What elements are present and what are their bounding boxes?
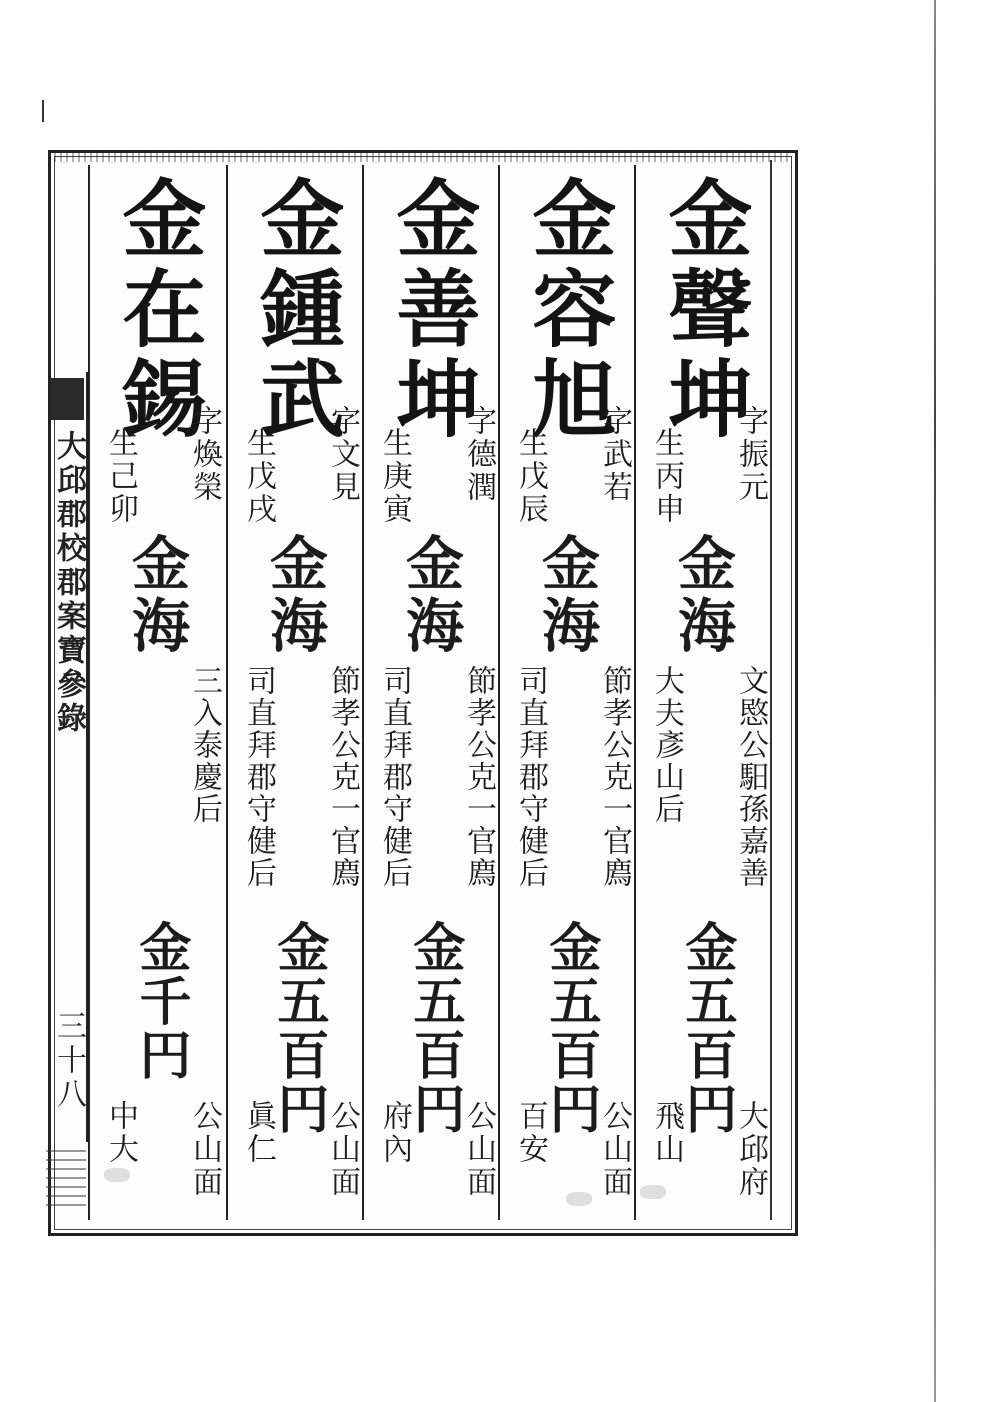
entry-contribution: 金千円 — [130, 920, 191, 1082]
entry-contribution: 金五百円 — [268, 920, 329, 1136]
entry-father-note-right: 三入泰慶后 — [187, 665, 222, 825]
entry-name: 金容旭 — [519, 175, 618, 445]
entry-residence-left: 中大 — [103, 1100, 138, 1166]
margin-mark — [42, 100, 44, 122]
entry-residence-right: 公山面 — [461, 1100, 496, 1199]
entry-father-note-right: 節孝公克一官廌 — [325, 665, 360, 889]
entry-residence-right: 大邱府 — [733, 1100, 768, 1199]
entry-residence-left: 飛山 — [649, 1100, 684, 1166]
entry-father-note-right: 節孝公克一官廌 — [461, 665, 496, 889]
entry-name: 金鍾武 — [247, 175, 346, 445]
entry-courtesy-name: 字德潤 — [461, 405, 496, 504]
entry-birth-year: 生庚寅 — [377, 427, 412, 526]
entry-father-note-right: 節孝公克一官廌 — [597, 665, 632, 889]
entry-residence-right: 公山面 — [325, 1100, 360, 1199]
entry-birth-year: 生丙申 — [649, 427, 684, 526]
entry-father-note-left: 司直拜郡守健后 — [241, 665, 276, 889]
entry-column-2 — [498, 165, 636, 1220]
gutter-bottom-marks — [46, 1146, 86, 1206]
entry-column-3 — [362, 165, 500, 1220]
entry-name: 金在錫 — [109, 175, 208, 445]
entry-residence-left: 眞仁 — [241, 1100, 276, 1166]
ink-smudge — [640, 1185, 666, 1199]
entry-courtesy-name: 字煥榮 — [187, 405, 222, 504]
ink-smudge — [566, 1192, 592, 1206]
frame-top-border — [48, 150, 792, 162]
entry-contribution: 金五百円 — [404, 920, 465, 1136]
entry-residence-right: 公山面 — [597, 1100, 632, 1199]
entry-father-clan: 金海 — [532, 533, 600, 657]
entry-name: 金善坤 — [383, 175, 482, 445]
entry-residence-right: 公山面 — [187, 1100, 222, 1199]
entry-father-clan: 金海 — [260, 533, 328, 657]
entry-birth-year: 生戊辰 — [513, 427, 548, 526]
entry-courtesy-name: 字武若 — [597, 405, 632, 504]
entry-contribution: 金五百円 — [676, 920, 737, 1136]
entry-birth-year: 生戊戌 — [241, 427, 276, 526]
ink-smudge — [104, 1168, 130, 1182]
entry-name: 金聲坤 — [655, 175, 754, 445]
entry-birth-year: 生己卯 — [103, 427, 138, 526]
entry-residence-left: 百安 — [513, 1100, 548, 1166]
entry-contribution: 金五百円 — [540, 920, 601, 1136]
gutter-fish-tail-mark — [50, 378, 84, 420]
entry-courtesy-name: 字文見 — [325, 405, 360, 504]
gutter-book-title: 大邱郡校郡案寶參錄 — [51, 430, 86, 736]
entry-father-note-left: 司直拜郡守健后 — [377, 665, 412, 889]
entry-column-5 — [88, 165, 226, 1220]
entry-father-clan: 金海 — [122, 533, 190, 657]
entry-courtesy-name: 字振元 — [733, 405, 768, 504]
entry-father-clan: 金海 — [668, 533, 736, 657]
entry-father-clan: 金海 — [396, 533, 464, 657]
entry-column-4 — [226, 165, 364, 1220]
entry-father-note-right: 文愍公馹孫嘉善 — [733, 665, 768, 889]
entry-father-note-left: 大夫彥山后 — [649, 665, 684, 825]
entry-father-note-left: 司直拜郡守健后 — [513, 665, 548, 889]
gutter-page-number: 三十八 — [51, 1010, 86, 1112]
page-edge-line — [934, 0, 936, 1402]
entry-residence-left: 府內 — [377, 1100, 412, 1166]
entry-column-1 — [634, 165, 772, 1220]
